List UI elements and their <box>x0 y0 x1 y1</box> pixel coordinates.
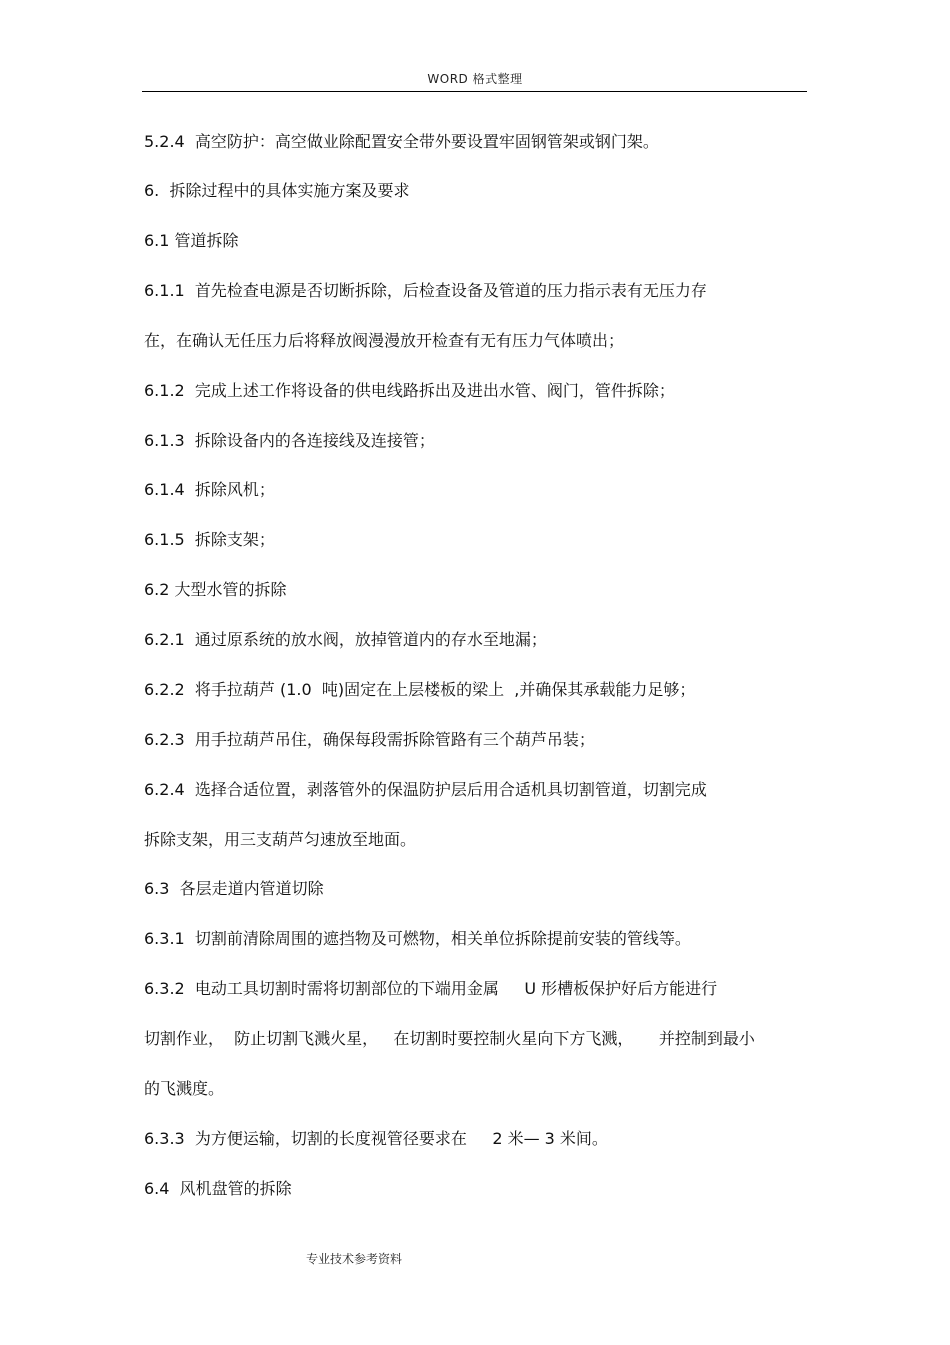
subsection-heading: 6.4 风机盘管的拆除 <box>144 1179 292 1198</box>
text-line: 6.2.3 用手拉葫芦吊住，确保每段需拆除管路有三个葫芦吊装； <box>144 730 595 749</box>
subsection-heading: 6.3 各层走道内管道切除 <box>144 879 324 898</box>
text-line: 6.3.2 电动工具切割时需将切割部位的下端用金属 U 形槽板保护好后方能进行 <box>144 979 718 998</box>
text-line: 切割作业， 防止切割飞溅火星， 在切割时要控制火星向下方飞溅， 并控制到最小 <box>144 1029 755 1048</box>
text-line: 6.3.3 为方便运输，切割的长度视管径要求在 2 米— 3 米间。 <box>144 1129 608 1148</box>
text-line: 6.3.1 切割前清除周围的遮挡物及可燃物，相关单位拆除提前安装的管线等。 <box>144 929 691 948</box>
text-line: 6.1.3 拆除设备内的各连接线及连接管； <box>144 431 435 450</box>
text-line: 在，在确认无任压力后将释放阀漫漫放开检查有无有压力气体喷出； <box>144 331 625 350</box>
page-header: WORD 格式整理 <box>427 72 523 86</box>
text-line: 6.1.4 拆除风机； <box>144 480 275 499</box>
subsection-heading: 6.1 管道拆除 <box>144 231 239 250</box>
text-line: 6.2.4 选择合适位置，剥落管外的保温防护层后用合适机具切割管道，切割完成 <box>144 780 707 799</box>
text-line: 6.2.2 将手拉葫芦 (1.0 吨)固定在上层楼板的梁上 ,并确保其承载能力足够； <box>144 680 696 699</box>
text-line: 6.1.5 拆除支架； <box>144 530 275 549</box>
text-line: 6.2.1 通过原系统的放水阀，放掉管道内的存水至地漏； <box>144 630 547 649</box>
subsection-heading: 6.2 大型水管的拆除 <box>144 580 287 599</box>
text-line: 6.1.2 完成上述工作将设备的供电线路拆出及进出水管、阀门，管件拆除； <box>144 381 675 400</box>
text-line: 6.1.1 首先检查电源是否切断拆除，后检查设备及管道的压力指示表有无压力存 <box>144 281 707 300</box>
text-line: 的飞溅度。 <box>144 1079 225 1098</box>
text-line: 拆除支架，用三支葫芦匀速放至地面。 <box>144 830 417 849</box>
page-footer: 专业技术参考资料 <box>306 1252 403 1266</box>
section-heading: 6. 拆除过程中的具体实施方案及要求 <box>144 181 410 200</box>
header-divider <box>142 91 807 92</box>
text-line: 5.2.4 高空防护：高空做业除配置安全带外要设置牢固钢管架或钢门架。 <box>144 132 659 151</box>
